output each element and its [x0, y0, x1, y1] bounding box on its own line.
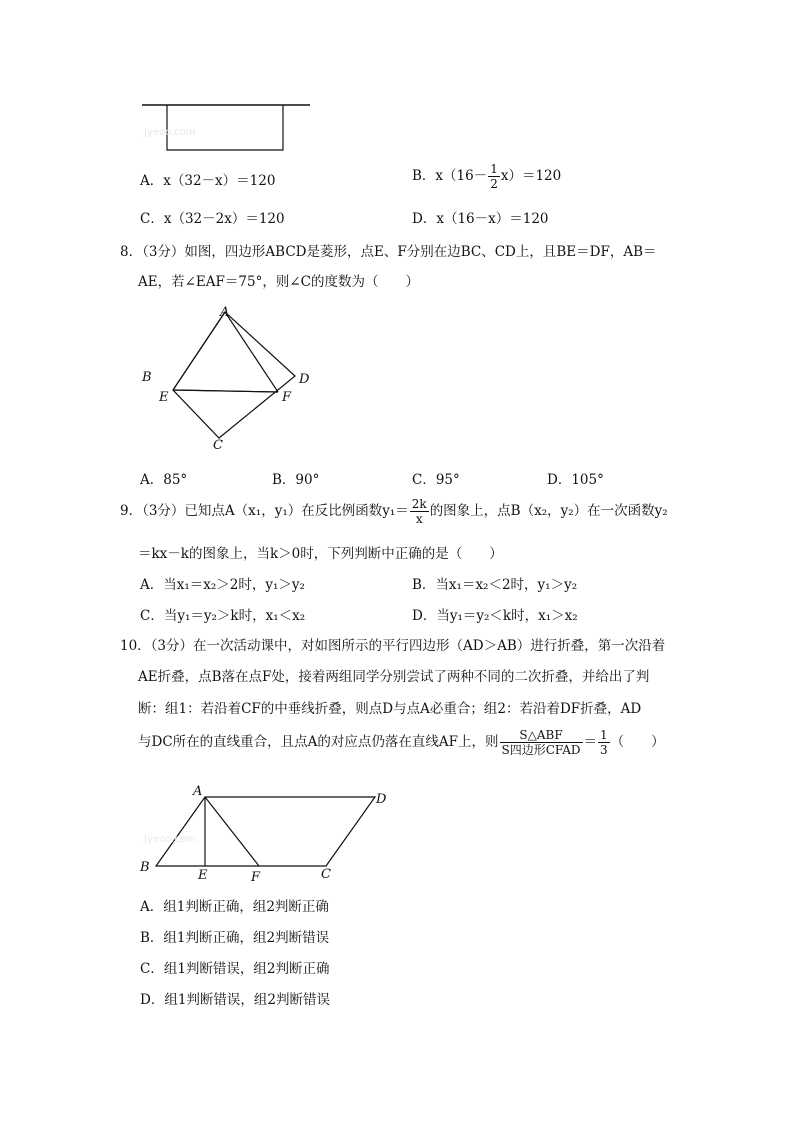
q10-figure: [130, 782, 400, 882]
q10-option-a[interactable]: A．组1判断正确，组2判断正确: [140, 899, 329, 915]
q10-label-b: B: [140, 860, 150, 875]
q10-option-c[interactable]: C．组1判断错误，组2判断正确: [140, 961, 330, 977]
q8-segment-ae: [173, 312, 225, 390]
q8-label-c: C: [213, 438, 223, 453]
q10-label-f: F: [251, 870, 261, 882]
q8-label-a: A: [220, 305, 230, 320]
q8-option-d[interactable]: D．105°: [547, 472, 604, 488]
q10-label-e: E: [198, 868, 208, 882]
q9-option-d[interactable]: D．当y₁＝y₂＜k时，x₁＞x₂: [412, 608, 578, 624]
q10-stem-line1: 10．（3分）在一次活动课中，对如图所示的平行四边形（AD＞AB）进行折叠，第一次沿着: [120, 638, 666, 654]
q8-segment-bf: [173, 390, 278, 392]
q7-option-b-fraction: $\frac{1}{2}$: [490, 162, 498, 191]
q7-option-b[interactable]: B．x（16－ $\frac{1}{2}$ x）＝120: [412, 162, 562, 191]
q8-figure: [130, 300, 320, 455]
q8-stem-line1: 8．（3分）如图，四边形ABCD是菱形，点E、F分别在边BC、CD上，且BE＝DF，AB＝: [120, 244, 657, 260]
q7-figure: [130, 95, 320, 157]
q8-option-c[interactable]: C．95°: [412, 472, 460, 488]
q10-option-d[interactable]: D．组1判断错误，组2判断错误: [140, 992, 331, 1008]
q9-option-a[interactable]: A．当x₁＝x₂＞2时，y₁＞y₂: [140, 577, 305, 593]
q10-ratio-fraction: $\frac{\text{S△ABF}}{\text{S四边形CFAD}}$: [501, 728, 581, 757]
q10-label-a: A: [193, 784, 203, 799]
q10-stem-line2: AE折叠，点B落在点F处，接着两组同学分别尝试了两种不同的二次折叠，并给出了判: [138, 669, 650, 685]
q8-label-e: E: [159, 390, 169, 405]
q10-stem-line3: 断：组1：若沿着CF的中垂线折叠，则点D与点A必重合；组2：若沿着DF折叠，AD: [138, 701, 642, 717]
q10-stem-line4: 与DC所在的直线重合，且点A的对应点仍落在直线AF上，则 $\frac{\text{S△ABF}}{\text{S四边形CFAD}}$ ＝ $\frac{1}{3}$ （ ）: [138, 728, 665, 757]
q10-label-c: C: [321, 867, 331, 882]
q10-value-fraction: $\frac{1}{3}$: [600, 728, 608, 757]
q10-segment-af: [205, 797, 259, 866]
q7-watermark: Jyeoo.com: [144, 127, 196, 138]
q8-option-a[interactable]: A．85°: [140, 472, 188, 488]
q7-option-c[interactable]: C．x（32－2x）＝120: [140, 211, 285, 227]
q9-option-b[interactable]: B．当x₁＝x₂＜2时，y₁＞y₂: [412, 577, 578, 593]
q7-option-d[interactable]: D．x（16－x）＝120: [412, 211, 549, 227]
q7-option-a[interactable]: A．x（32－x）＝120: [140, 173, 276, 189]
q8-label-f: F: [282, 390, 292, 405]
q10-option-b[interactable]: B．组1判断正确，组2判断错误: [140, 930, 330, 946]
q8-rhombus: [173, 312, 295, 438]
q8-stem-line2: AE，若∠EAF＝75°，则∠C的度数为（ ）: [138, 274, 419, 290]
q9-fraction: $\frac{2k}{x}$: [411, 497, 427, 526]
q8-label-b: B: [142, 370, 152, 385]
q8-option-b[interactable]: B．90°: [272, 472, 320, 488]
q10-parallelogram: [156, 797, 375, 866]
q10-watermark: Jyeoo.com: [144, 834, 196, 845]
q10-label-d: D: [376, 792, 387, 807]
q9-stem-line2: ＝kx－k的图象上，当k＞0时，下列判断中正确的是（ ）: [138, 546, 503, 562]
q8-segment-af: [225, 312, 278, 392]
q9-stem-line1: 9．（3分）已知点A（x₁，y₁）在反比例函数y₁＝ $\frac{2k}{x}$ 的图象上，点B（x₂，y₂）在一次函数y₂: [120, 497, 668, 526]
q8-label-d: D: [299, 372, 310, 387]
q9-option-c[interactable]: C．当y₁＝y₂＞k时，x₁＜x₂: [140, 608, 306, 624]
